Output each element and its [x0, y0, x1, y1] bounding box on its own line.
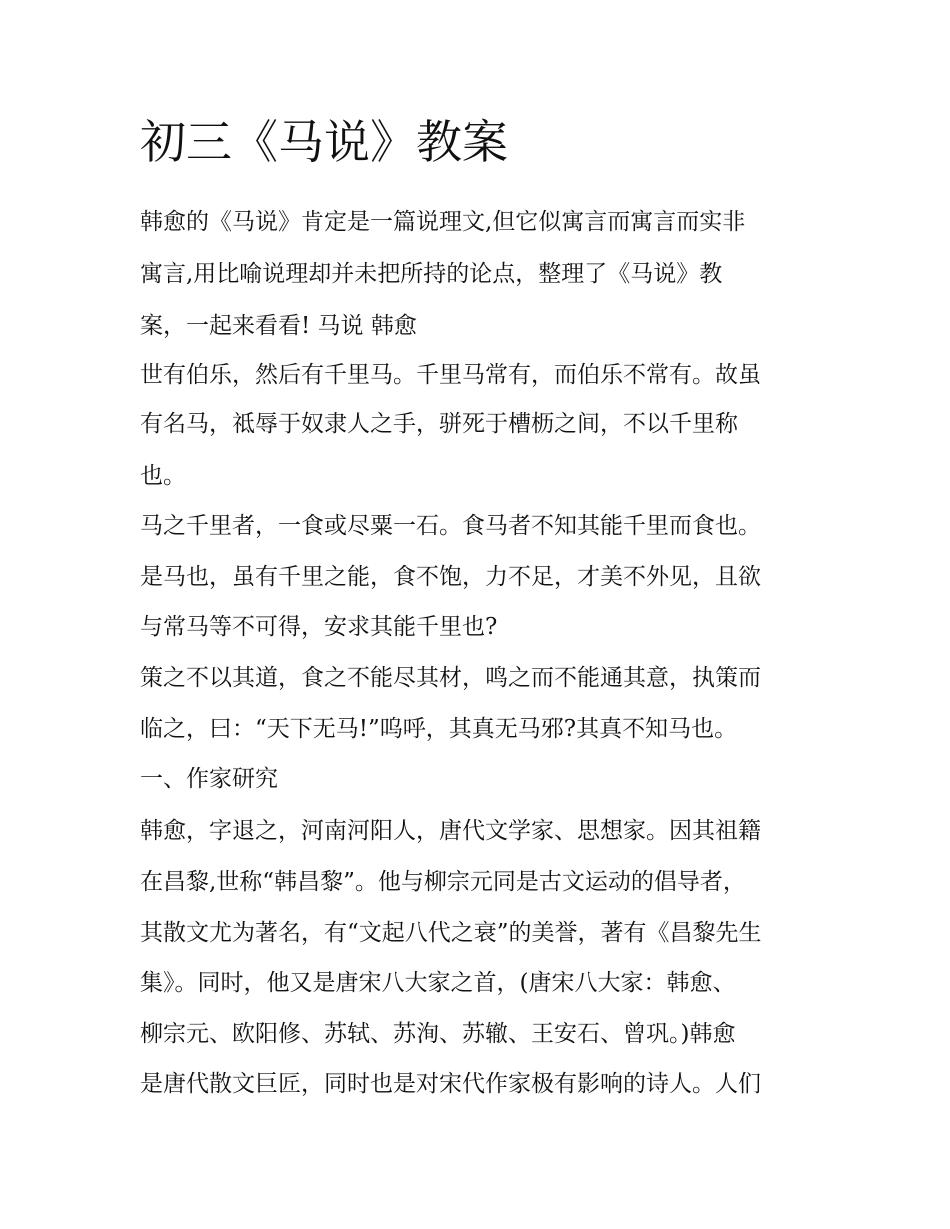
text-line-para3-1: 策之不以其道，食之不能尽其材，鸣之而不能通其意，执策而 — [140, 665, 761, 691]
text-line-intro-1: 韩愈的《马说》肯定是一篇说理文,但它似寓言而寓言而实非 — [140, 209, 746, 235]
text-line-para2-3: 与常马等不可得，安求其能千里也? — [140, 614, 498, 640]
text-line-bio-3: 其散文尤为著名，有“文起八代之衰”的美誉，著有《昌黎先生 — [140, 920, 762, 946]
text-line-para1-3: 也。 — [140, 463, 186, 489]
text-line-bio-5: 柳宗元、欧阳修、苏轼、苏洵、苏辙、王安石、曾巩。)韩愈 — [140, 1021, 736, 1047]
text-line-bio-6: 是唐代散文巨匠，同时也是对宋代作家极有影响的诗人。人们 — [140, 1071, 761, 1097]
text-line-para1-2: 有名马，祗辱于奴隶人之手，骈死于槽枥之间，不以千里称 — [140, 411, 738, 437]
text-line-intro-2: 寓言,用比喻说理却并未把所持的论点，整理了《马说》教 — [140, 261, 723, 287]
document-title: 初三《马说》教案 — [140, 115, 508, 169]
text-line-para2-1: 马之千里者，一食或尽粟一石。食马者不知其能千里而食也。 — [140, 513, 761, 539]
section-heading: 一、作家研究 — [140, 766, 278, 792]
text-line-para1-1: 世有伯乐，然后有千里马。千里马常有，而伯乐不常有。故虽 — [140, 362, 761, 388]
text-line-para2-2: 是马也，虽有千里之能，食不饱，力不足，才美不外见，且欲 — [140, 564, 761, 590]
text-line-para3-2: 临之，曰：“天下无马!”呜呼，其真无马邪?其真不知马也。 — [140, 716, 738, 742]
text-line-intro-3: 案，一起来看看! 马说 韩愈 — [140, 313, 417, 339]
text-line-bio-1: 韩愈，字退之，河南河阳人，唐代文学家、思想家。因其祖籍 — [140, 818, 761, 844]
text-line-bio-4: 集》。同时，他又是唐宋八大家之首，(唐宋八大家：韩愈、 — [140, 970, 736, 996]
text-line-bio-2: 在昌黎,世称“韩昌黎”。他与柳宗元同是古文运动的倡导者， — [140, 869, 746, 895]
